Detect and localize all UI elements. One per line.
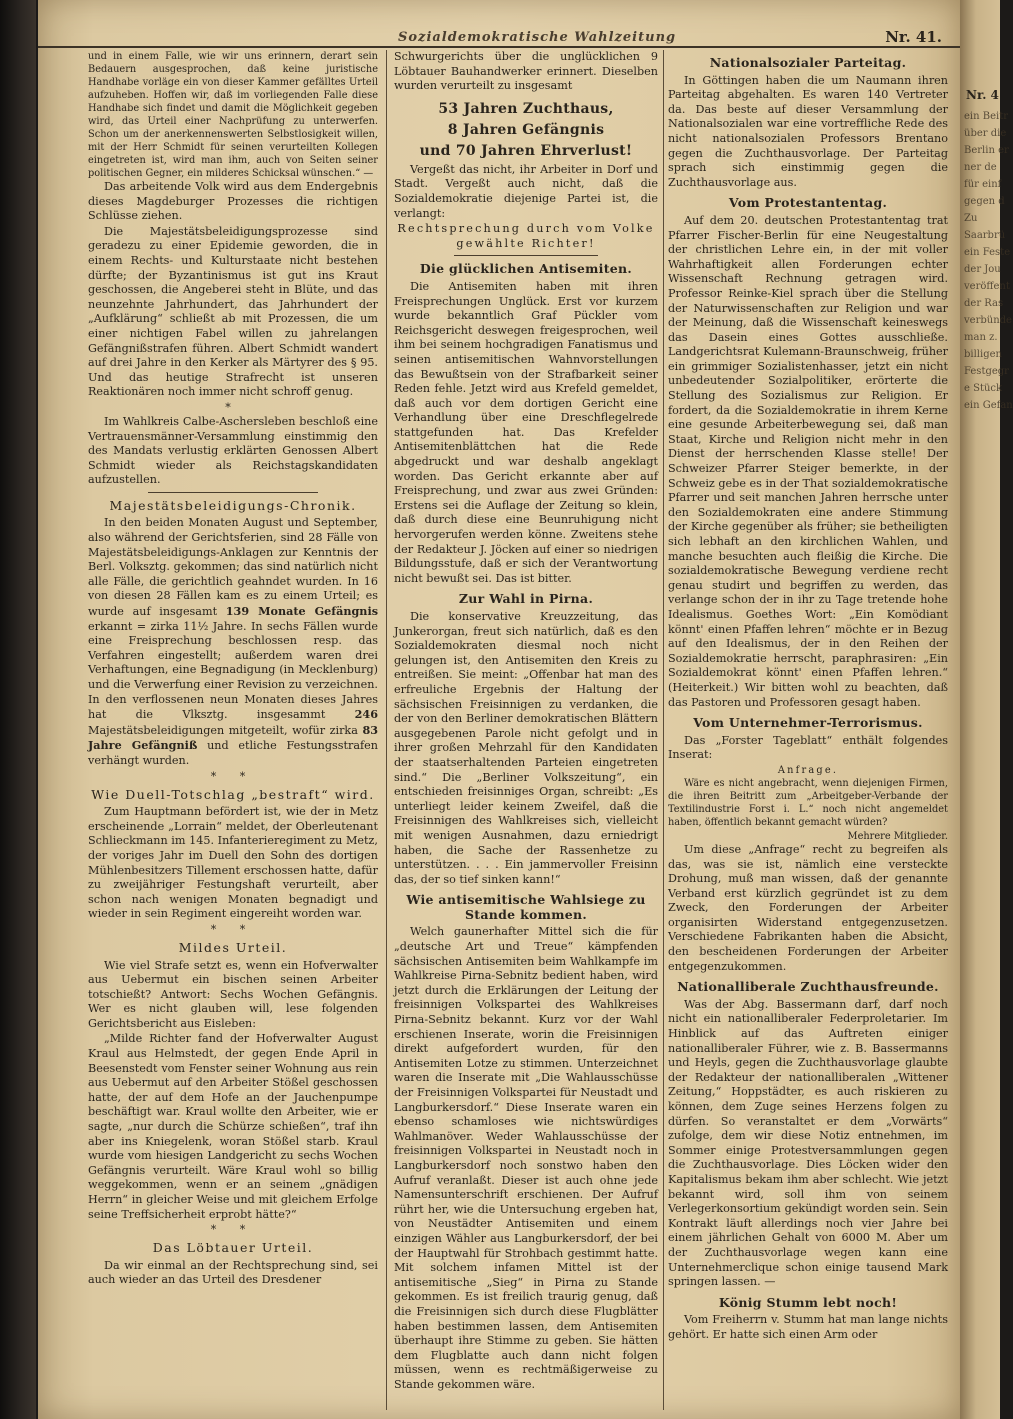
headline-nationalliberale: Nationalliberale Zuchthausfreunde. [677,979,939,995]
adjacent-page-lines [960,110,1013,412]
column-rule-1 [386,50,387,1410]
article-text: In Göttingen haben die um Naumann ihren Parteitag abgehalten. Es waren 140 Vertreter da. Das beste auf dieser Versammlung der Nationalsozialen war eine vortreffliche Rede des nicht nationalsozialen Professors Brentano gegen die Zuchthausvorlage. Der Parteitag sprach sich einstimmig gegen die Zuchthausvorlage aus. [668,73,948,189]
column-1 [88,50,378,1289]
headline-chronik: Majestätsbeleidigungs-Chronik. [109,497,357,513]
adjacent-page-line: man z. [964,332,998,343]
headline-protestantentag: Vom Protestantentag. [728,195,888,211]
separator-stars: * * [210,1223,256,1237]
adjacent-page-line: ein Feste [964,247,1011,258]
issue-number: Nr. 41. [885,28,942,46]
adjacent-page-line: gegen d [964,196,1005,207]
inserat-signature: Mehrere Mitglieder. [847,830,948,842]
adjacent-page-line: der Jou [964,264,1001,275]
separator-line [454,255,598,256]
adjacent-page-line: Berlin er [964,145,1009,156]
article-text: Zum Hauptmann befördert ist, wie der in Metz erscheinende „Lorrain“ meldet, der Oberleutenant Schlieckmann im 145. Infanterieregiment zu Metz, der voriges Jahr im Duell den Sohn des dortigen Mühlenbesitzers Tillement erschossen hatte, dafür zu zweijähriger Festungshaft verurteilt, aber schon nach wenigen Monaten begnadigt und wieder in sein Regiment eingereiht worden war. [88,805,378,921]
headline-antisemiten: Die glücklichen Antisemiten. [419,261,633,277]
newspaper-page [38,0,960,1419]
article-text: und in einem Falle, wie wir uns erinnern, derart sein Bedauern ausgesprochen, daß keine juristische Handhabe vorläge ein von dieser Kammer gefälltes Urteil aufzuheben. Hoffen wir, daß im vorliegenden Falle diese Handhabe sich findet und damit die Möglichkeit gegeben wird, das Urteil einer Nachprüfung zu unterwerfen. Schon um der anerkennenswerten Selbstlosigkeit willen, mit der Herr Schmidt für seinen verurteilten Kollegen eingetreten ist, wird man ihm, auch von Seiten seiner politischen Gegner, ein milderes Schicksal wünschen.“ — [88,51,378,179]
headline-nationalsozial: Nationalsozialer Parteitag. [709,55,907,70]
adjacent-page-line: Saarbrü [964,230,1006,241]
article-text: Um diese „Anfrage“ recht zu begreifen als das, was sie ist, nämlich eine versteckte Drohung, muß man wissen, daß der genannte Verband erst kürzlich gegründet ist zu dem Zweck, den Forderungen der Arbeiter organisirten Widerstand entgegenzusetzen. Verschiedene Fabrikanten haben die Absicht, den bescheidenen Forderungen der Arbeiter entgegenzukommen. [668,842,948,973]
separator-stars: * * [210,922,256,936]
article-text: Auf dem 20. deutschen Protestantentag trat Pfarrer Fischer-Berlin für eine Neugestaltung der christlichen Lehre ein, in der mit voller Wahrhaftigkeit allen Forderungen echter Wissenschaft Rechnung getragen wird. Professor Reinke-Kiel sprach über die Stellung der Naturwissenschaften zur Religion und war der Meinung, daß die Wissenschaft keineswegs das Dasein eines Gottes ausschließe. Landgerichtsrat Kulemann-Braunschweig, früher ein grimmiger Sozialistenhasser, jetzt ein nicht unbedeutender Sozialpolitiker, erörterte die Stellung des Sozialismus zur Religion. Er fordert, da die Sozialdemokratie in ihrem Kerne eine gesunde Arbeiterbewegung sei, daß man Staat, Kirche und Religion nicht mehr in den Dienst der herrschenden Klasse stelle! Der Schweizer Pfarrer Steiger bemerkte, in der Schweiz gebe es in der That sozialdemokratische Pfarrer und seit manchen Jahren herrsche unter den Sozialdemokraten eine andere Stimmung der Kirche gegenüber als früher; sie betheiligten sich lebhaft an den kirchlichen Wahlen, und manche besuchten auch fleißig die Kirche. Die sozialdemokratische Bewegung verdiene recht genau studirt und begriffen zu werden, das verlange schon der in ihr zu Tage tretende hohe Idealismus. Goethes Wort: „Ein Komödiant könnt' einen Pfaffen lehren“ möchte er in Bezug auf den Idealismus, der in den Reihen der Sozialdemokratie herrscht, paraphrasiren: „Ein Sozialdemokrat könnt' einen Pfaffen lehren.“ (Heiterkeit.) Wir bitten wohl zu beachten, daß das Pastoren und Professoren gesagt haben. [668,213,948,709]
adjacent-page-header: Nr. 4 [966,88,999,102]
book-spine [0,0,36,1419]
adjacent-page-line: ner de [964,162,997,173]
separator-stars: * * [210,769,256,783]
headline-zuchthaus-3: und 70 Jahren Ehrverlust! [419,142,633,159]
separator-line [148,492,318,493]
adjacent-page-line: ein Beitr [964,111,1008,122]
adjacent-page-line: verbünde [964,315,1012,326]
adjacent-page-line: e Stück [964,383,1003,394]
adjacent-page-line: veröffent [964,281,1010,292]
inserat-title: Anfrage. [777,764,839,776]
headline-zuchthaus-1: 53 Jahren Zuchthaus, [438,100,614,117]
headline-wahlsiege: Wie antisemitische Wahlsiege zu Stande kommen. [406,892,646,922]
headline-zuchthaus-2: 8 Jahren Gefängnis [447,121,605,138]
page-header [38,0,960,48]
adjacent-page-line: der Ras [964,298,1004,309]
column-2 [394,50,658,1393]
headline-stumm: König Stumm lebt noch! [718,1294,898,1310]
article-text-emphasis: Rechtsprechung durch vom Volke gewählte Richter! [397,222,655,250]
article-text: Schwurgerichts über die unglücklichen 9 Löbtauer Bauhandwerker erinnert. Dieselben wurden verurteilt zu insgesamt [394,50,658,93]
adjacent-page-line: über die [964,128,1007,139]
adjacent-page-line: ein Gefan [964,400,1013,411]
headline-terrorismus: Vom Unternehmer-Terrorismus. [693,715,923,731]
adjacent-page-edge [960,0,1013,1419]
article-text: Die konservative Kreuzzeitung, das Junkerorgan, freut sich natürlich, daß es den Sozialdemokraten diesmal noch nicht gelungen ist, den Antisemiten den Kreis zu entreißen. Sie meint: „Offenbar hat man des erfreuliche Ergebnis der Haltung der sächsischen Freisinnigen zu verdanken, die der von den Berliner demokratischen Blättern ausgegebenen Parole nicht gefolgt und in ihrer großen Mehrzahl für den Kandidaten der staatserhaltenden Parteien eingetreten sind.“ Die „Berliner Volkszeitung“, ein entschieden freisinniges Organ, schreibt: „Es unterliegt leider keinem Zweifel, daß die Freisinnigen des Wahlkreises sich, vielleicht mit wenigen Ausnahmen, dazu erniedrigt haben, die Sache der Rassenhetze zu unterstützen. . . . Ein jammervoller Freisinn das, der so tief sinken kann!“ [394,610,658,886]
column-rule-2 [663,50,664,1410]
headline-loebtau: Das Löbtauer Urteil. [152,1240,314,1256]
adjacent-page-line: für einf [964,179,1002,190]
adjacent-page-line: Zu [964,213,978,224]
article-text: Da wir einmal an der Rechtsprechung sind, sei auch wieder an das Urteil des Dresdener [88,1258,378,1287]
headline-pirna: Zur Wahl in Pirna. [458,591,594,607]
article-text: Vom Freiherrn v. Stumm hat man lange nichts gehört. Er hatte sich einen Arm oder [668,1313,948,1341]
article-text: In den beiden Monaten August und September, also während der Gerichtsferien, sind 28 Fälle von Majestätsbeleidigungs-Anklagen zur Kenntnis der Berl. Volksztg. gekommen; das sind natürlich nicht alle Fälle, die gerichtlich geahndet wurden. In 16 von diesen 28 Fällen kam es zu einem Urteil; es wurde auf insgesamt 139 Monate Gefängnis erkannt = zirka 11½ Jahre. In sechs Fällen wurde eine Freisprechung beschlossen resp. das Verfahren eingestellt; außerdem waren drei Verhaftungen, eine Begnadigung (in Mecklenburg) und die Verwerfung einer Revision zu verzeichnen. In den verflossenen neun Monaten dieses Jahres hat die Vlksztg. insgesammt 246 Majestätsbeleidigungen mitgeteilt, wofür zirka 83 Jahre Gefängniß und etliche Festungsstrafen verhängt wurden. [88,516,379,767]
article-text: Wie viel Strafe setzt es, wenn ein Hofverwalter aus Uebermut ein bischen seinen Arbeiter totschießt? Antwort: Sechs Wochen Gefängnis. Wer es nicht glauben will, lese folgenden Gerichtsbericht aus Eisleben: [88,958,378,1030]
article-text: Vergeßt das nicht, ihr Arbeiter in Dorf und Stadt. Vergeßt auch nicht, daß die Sozialdemokratie diejenige Partei ist, die verlangt: [394,162,658,220]
article-text: Welch gaunerhafter Mittel sich die für „deutsche Art und Treue“ kämpfenden sächsischen Antisemiten beim Wahlkampfe im Wahlkreise Pirna-Sebnitz bedient haben, wird jetzt durch die Erklärungen der Leitung der freisinnigen Volkspartei des Wahlkreises Pirna-Sebnitz bekannt. Kurz vor der Wahl erschienen Inserate, worin die Freisinnigen direkt aufgefordert wurden, für den Antisemiten Lotze zu stimmen. Unterzeichnet waren die Inserate mit „Die Wahlausschüsse der Freisinnigen Volkspartei für Neustadt und Langburkersdorf.“ Diese Inserate waren ein ebenso schamloses wie nichtswürdiges Wahlmanöver. Weder Wahlausschüsse der freisinnigen Volkspartei in Neustadt noch in Langburkersdorf noch sonstwo haben den Aufruf veranlaßt. Dieser ist auch ohne jede Namensunterschrift erschienen. Der Aufruf rührt her, wie die Untersuchung ergeben hat, von Neustädter Antisemiten und einem einzigen Wähler aus Langburkersdorf, der bei der Hauptwahl für Strohbach gestimmt hatte. Mit solchem infamen Mittel ist der antisemitische „Sieg“ in Pirna zu Stande gekommen. Es ist freilich traurig genug, daß die Freisinnigen sich durch diese Flugblätter haben bestimmen lassen, dem Antisemiten überhaupt ihre Stimme zu geben. Sie hätten dem Flugblatte auch dann nicht folgen müssen, wenn es rechtmäßigerweise zu Stande gekommen wäre. [394,925,658,1391]
adjacent-page-line: billigen [964,349,1002,360]
header-title: Sozialdemokratische Wahlzeitung [398,30,677,45]
article-text: Das arbeitende Volk wird aus dem Endergebnis dieses Magdeburger Prozesses die richtigen Schlüsse ziehen. [88,180,378,223]
inserat-text: Wäre es nicht angebracht, wenn diejenigen Firmen, die ihren Beitritt zum „Arbeitgeber-Verbande der Textilindustrie Forst i. L.“ noch nicht angemeldet haben, öffentlich bekannt gemacht würden? [668,777,948,828]
article-text: „Milde Richter fand der Hofverwalter August Kraul aus Helmstedt, der gegen Ende April in Beesenstedt vom Fenster seiner Wohnung aus rein aus Uebermut auf den Arbeiter Stößel geschossen hatte, der auf dem Hofe an der Jauchenpumpe beschäftigt war. Kraul wollte den Arbeiter, wie er sagte, „nur durch die Schürze schießen“, traf ihn aber ins Kniegelenk, woran Stößel starb. Kraul wurde vom hiesigen Landgericht zu sechs Wochen Gefängnis verurteilt. Wäre Kraul wohl so billig weggekommen, wenn er an seinem „gnädigen Herrn“ in gleicher Weise und mit gleichem Erfolge seine Treffsicherheit erprobt hätte?“ [88,1032,378,1221]
article-text: Das „Forster Tageblatt“ enthält folgendes Inserat: [668,733,948,762]
article-text: Die Antisemiten haben mit ihren Freisprechungen Unglück. Erst vor kurzem wurde bekanntlich Graf Pückler vom Reichsgericht deswegen freigesprochen, weil ihm bei seinem hochgradigen Fanatismus und seinen antisemitischen Wahnvorstellungen das Bewußtsein von der Strafbarkeit seiner Reden fehle. Jetzt wird aus Krefeld gemeldet, daß auch vor dem dortigen Gericht eine Verhandlung über eine Dreschflegelrede stattgefunden hat. Das Krefelder Antisemitenblättchen hat die Rede abgedruckt und war deshalb angeklagt worden. Das Gericht erkannte aber auf Freisprechung, und zwar aus zwei Gründen: Erstens sei die Auflage der Zeitung so klein, daß durch diese eine Beunruhigung nicht hervorgerufen werden könne. Zweitens stehe der Redakteur J. Jöcken auf einer so niedrigen Bildungsstufe, daß er sich der Verantwortung nicht bewußt sei. Das ist bitter. [394,279,658,585]
headline-duell: Wie Duell-Totschlag „bestraft“ wird. [91,786,375,802]
headline-mildes-urteil: Mildes Urteil. [178,939,288,955]
article-text: Die Majestätsbeleidigungsprozesse sind geradezu zu einer Epidemie geworden, die in einem Rechts- und Kulturstaate nicht bestehen dürfte; der Byzantinismus ist gut ins Kraut geschossen, die Angeberei steht in Blüte, und das neunzehnte Jahrhundert, das Jahrhundert der „Aufklärung“ schließt ab mit Prozessen, die um einer nichtigen Fabel willen zu jahrelangen Gefängnißstrafen führen. Albert Schmidt wandert auf drei Jahre in den Kerker als Märtyrer des § 95. Und das heutige Strafrecht ist unseren Reaktionären noch immer nicht schroff genug. [88,224,378,399]
separator-star: * [225,400,241,414]
column-3 [668,50,948,1344]
article-text: Im Wahlkreis Calbe-Aschersleben beschloß eine Vertrauensmänner-Versammlung einstimmig den des Mandats verlustig erklärten Genossen Albert Schmidt wieder als Reichstagskandidaten aufzustellen. [88,414,378,487]
adjacent-page-line: Festgegr [964,366,1009,377]
article-text: Was der Abg. Bassermann darf, darf noch nicht ein nationalliberaler Federproletarier. Im Hinblick auf das Auftreten einiger nationalliberaler Führer, wie z. B. Bassermanns und Heyls, gegen die Zuchthausvorlage glaubte der Redakteur der nationalliberalen „Wittener Zeitung,“ Hoppstädter, es auch riskieren zu können, dem Zuge seines Herzens folgen zu dürfen. So veranstaltet er dem „Vorwärts“ zufolge, dem wir diese Notiz entnehmen, im Sommer einige Protestversammlungen gegen die Zuchthausvorlage. Dies Löcken wider den Kapitalismus bekam ihm aber schlecht. Wie jetzt bekannt wird, soll ihm von seinem Verlegerkonsortium gekündigt worden sein. Sein Kontrakt läuft allerdings noch vier Jahre bei einem jährlichen Gehalt von 6000 M. Aber um der Zuchthausvorlage wegen kann eine Unternehmerclique schon einige tausend Mark springen lassen. — [668,997,948,1289]
